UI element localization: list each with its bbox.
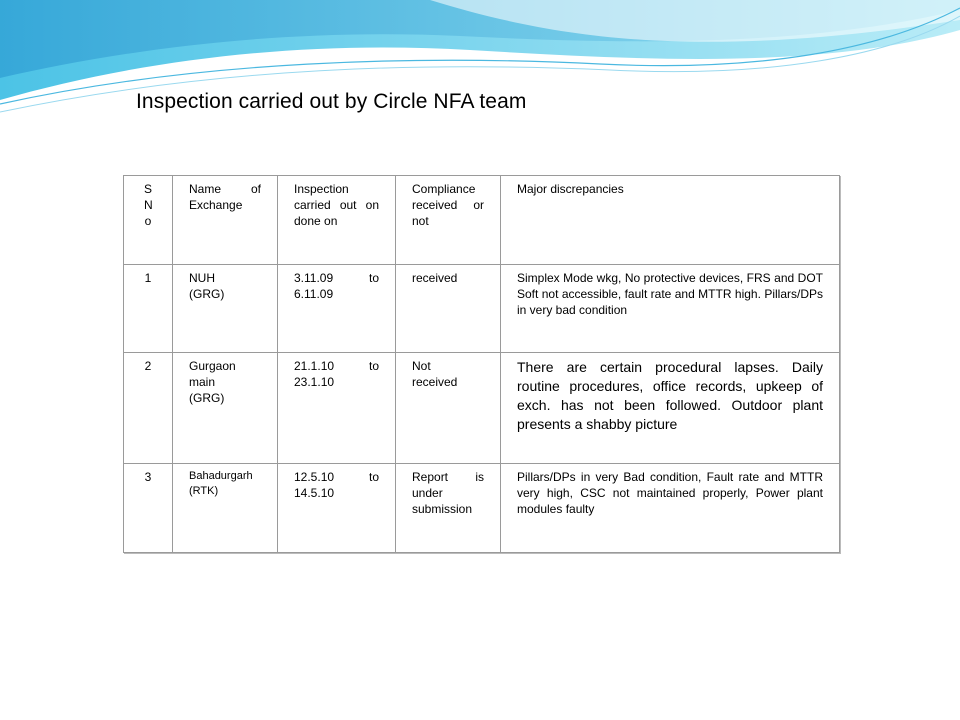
header-compliance: Compliance received or not (396, 176, 501, 265)
page-title: Inspection carried out by Circle NFA team (136, 90, 527, 113)
table-header-row (124, 176, 840, 265)
row-discrepancies: Pillars/DPs in very Bad condition, Fault rate and MTTR very high, CSC not maintained properly, Power plant modules faulty (501, 464, 840, 553)
inspection-table (123, 175, 840, 553)
row-exchange-name (173, 353, 278, 464)
exchange-circle: (GRG) (189, 391, 225, 405)
row-inspection-dates (278, 464, 396, 553)
row-compliance: Not received (396, 353, 501, 464)
exchange-name: Bahadurgarh (189, 470, 253, 482)
table-row (124, 353, 840, 464)
row-sno: 2 (124, 353, 173, 464)
row-sno: 3 (124, 464, 173, 553)
row-exchange-name (173, 464, 278, 553)
row-inspection-dates (278, 353, 396, 464)
dates-to: 6.11.09 (294, 287, 334, 301)
table-row (124, 464, 840, 553)
header-discrepancies: Major discrepancies (501, 176, 840, 265)
row-inspection-dates (278, 265, 396, 353)
header-sno: SNo (124, 176, 173, 265)
dates-from: 3.11.09 to (294, 271, 379, 285)
dates-to: 14.5.10 (294, 486, 335, 500)
dates-from: 12.5.10 to (294, 470, 379, 484)
exchange-circle: (RTK) (189, 485, 219, 497)
row-compliance: received (396, 265, 501, 353)
row-exchange-name (173, 265, 278, 353)
exchange-name: Gurgaon main (189, 359, 236, 389)
row-sno: 1 (124, 265, 173, 353)
row-compliance: Report is under submission (396, 464, 501, 553)
dates-to: 23.1.10 (294, 375, 335, 389)
header-inspection-dates: Inspection carried out on done on (278, 176, 396, 265)
row-discrepancies: There are certain procedural lapses. Daily routine procedures, office records, upkeep of exch. has not been followed. Outdoor plant presents a shabby picture (501, 353, 840, 464)
header-exchange-name: Name of Exchange (173, 176, 278, 265)
row-discrepancies: Simplex Mode wkg, No protective devices, FRS and DOT Soft not accessible, fault rate and MTTR high. Pillars/DPs in very bad condition (501, 265, 840, 353)
exchange-circle: (GRG) (189, 287, 225, 301)
dates-from: 21.1.10 to (294, 359, 379, 373)
exchange-name: NUH (189, 271, 215, 285)
table-row (124, 265, 840, 353)
